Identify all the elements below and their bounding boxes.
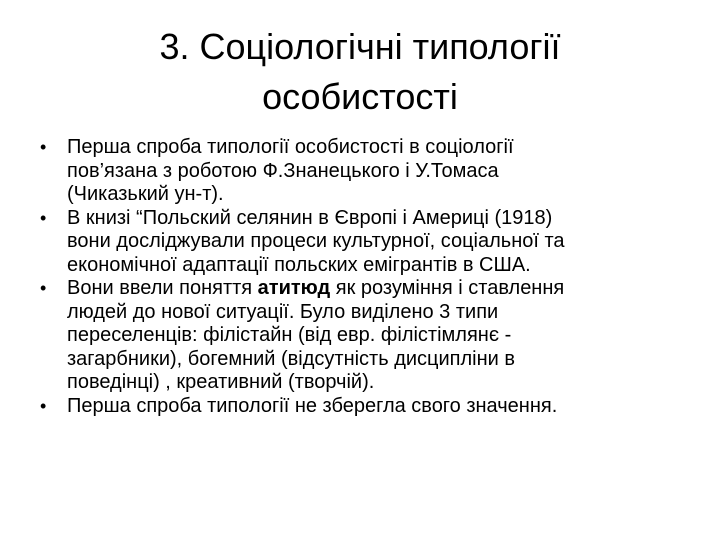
bullet-2-line-1: В книзі “Польский селянин в Європі і Америці (1918) <box>67 206 553 229</box>
bullet-4-line-1: Перша спроба типології не зберегла свого значення. <box>67 394 558 417</box>
bullet-3-line-3: переселенців: філістайн (від евр. філістімлянє - <box>67 324 512 346</box>
term-attitude: атитюд <box>257 277 331 299</box>
bullet-marker: • <box>40 207 47 228</box>
bullet-marker: • <box>40 137 47 157</box>
bullet-3-line-4: загарбники), богемний (відсутність дисципліни в <box>67 347 516 370</box>
bullet-1-line-2: пов’язана з роботою Ф.Знанецького і У.Томаса <box>67 159 499 182</box>
bullet-2-line-3: економічної адаптації польских емігрантів в США. <box>67 253 531 276</box>
bullet-1-line-1: Перша спроба типології особистості в соціології <box>67 136 514 158</box>
bullet-3-line-5: поведінці) , креативний (творчій). <box>67 371 375 393</box>
bullet-marker: • <box>40 395 47 416</box>
bullet-2-line-2: вони досліджували процеси культурної, соціальної та <box>67 230 565 252</box>
bullet-1-line-3: (Чиказький ун-т). <box>67 183 224 205</box>
slide-title-line-2: особистості <box>262 76 458 117</box>
bullet-3-text-after: як розуміння і ставлення <box>330 277 565 299</box>
bullet-3-line-2: людей до нової ситуації. Було виділено 3 типи <box>67 300 499 323</box>
bullet-list <box>40 136 690 418</box>
slide-title-line-1: 3. Соціологічні типології <box>159 26 561 67</box>
bullet-item-2 <box>40 207 690 278</box>
bullet-item-3 <box>40 277 690 395</box>
bullet-3-text-before: Вони ввели поняття <box>67 277 258 299</box>
slide-title <box>90 22 630 122</box>
bullet-marker: • <box>40 278 47 298</box>
bullet-item-1 <box>40 136 690 207</box>
bullet-3-line-1 <box>67 277 690 301</box>
bullet-item-4 <box>40 395 690 419</box>
